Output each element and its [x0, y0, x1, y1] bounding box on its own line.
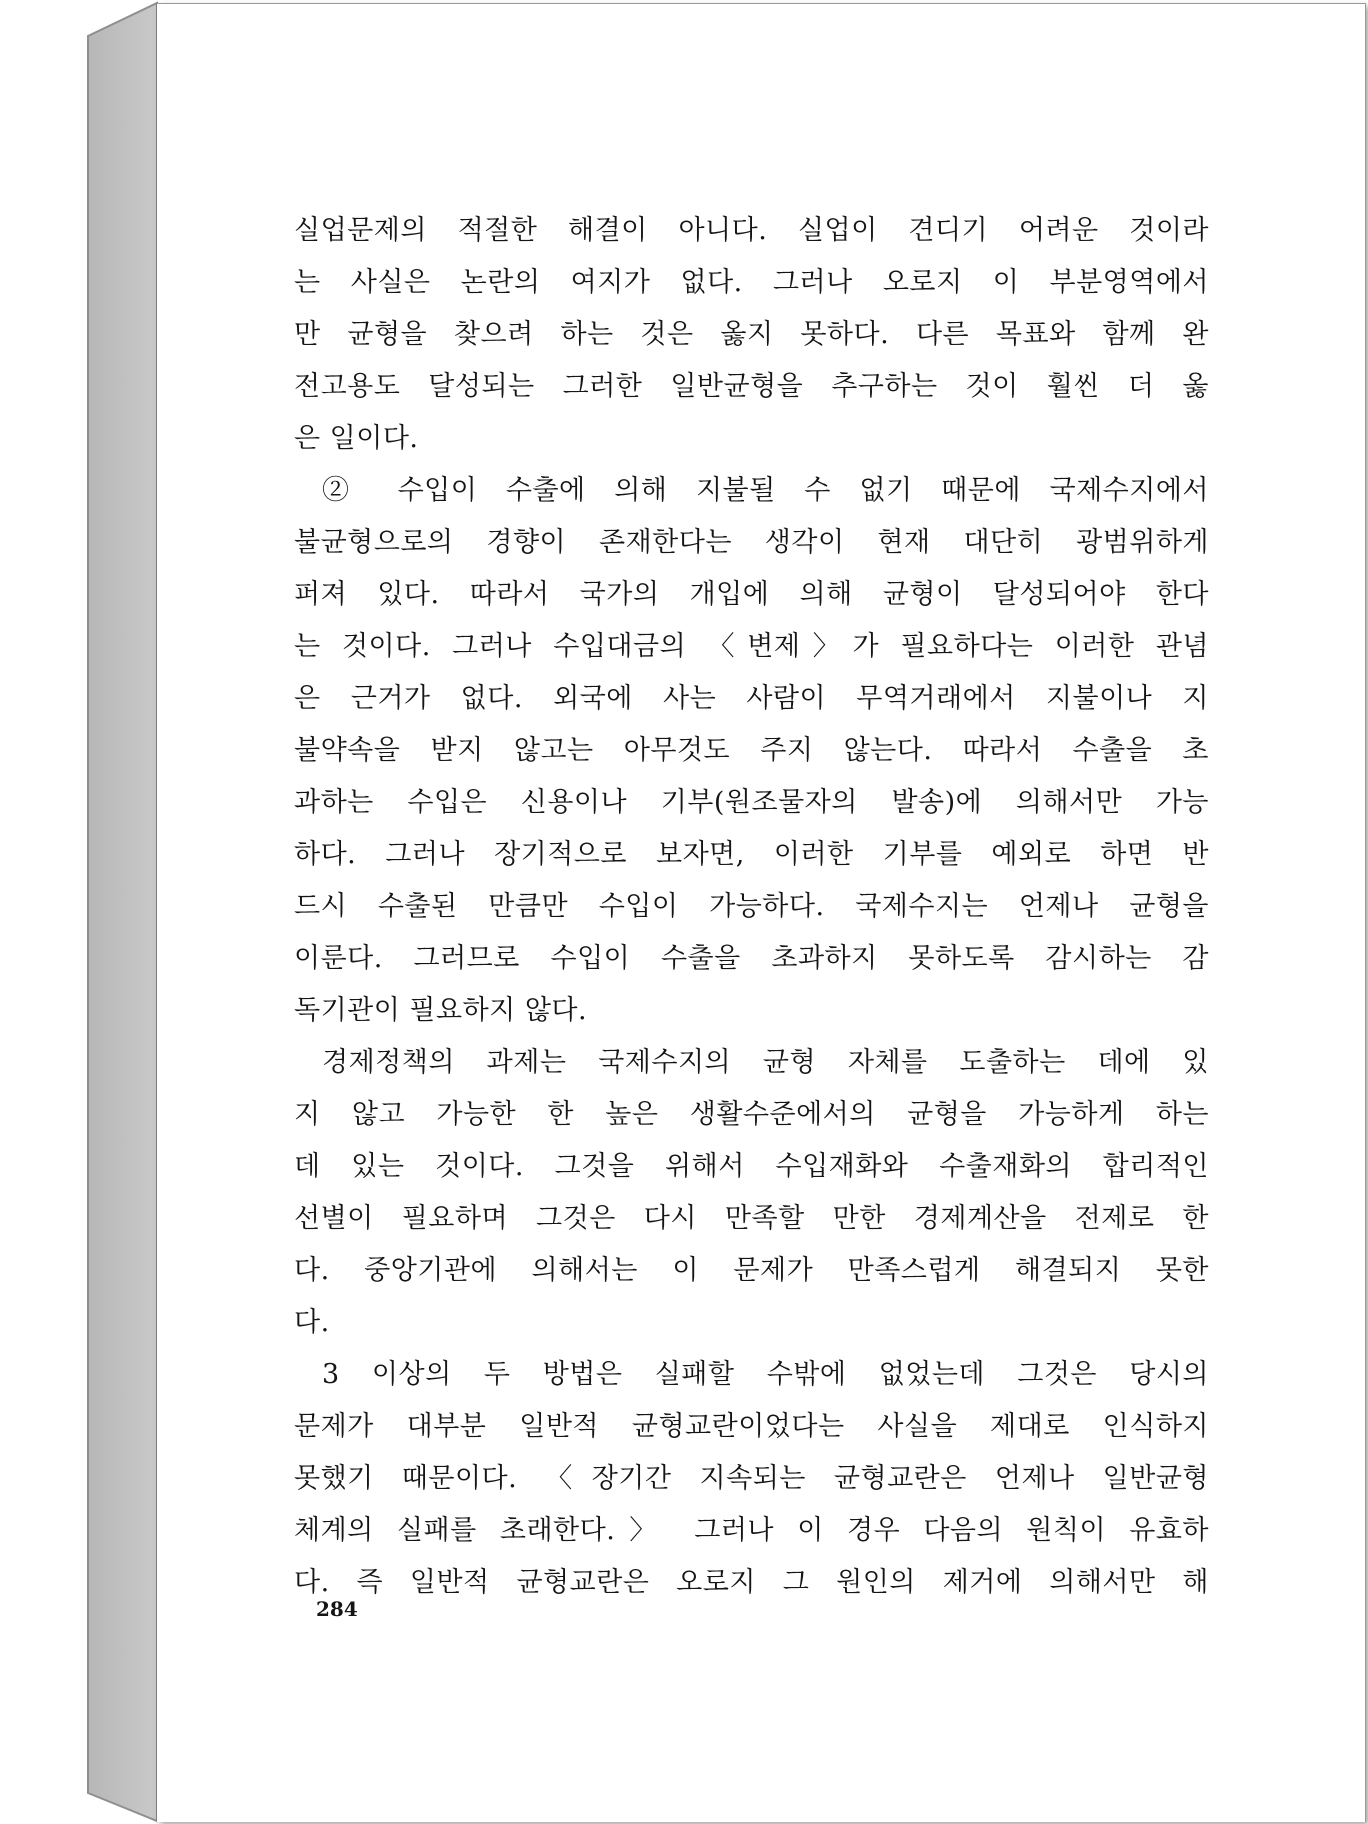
text-line: 3 이상의 두 방법은 실패할 수밖에 없었는데 그것은 당시의: [322, 1359, 1209, 1390]
body-text: [294, 205, 1209, 1609]
text-line: 드시 수출된 만큼만 수입이 가능하다. 국제수지는 언제나 균형을: [294, 891, 1209, 922]
text-line: 경제정책의 과제는 국제수지의 균형 자체를 도출하는 데에 있: [322, 1047, 1209, 1078]
page-number: 284: [316, 1597, 358, 1621]
text-line: 전고용도 달성되는 그러한 일반균형을 추구하는 것이 훨씬 더 옳: [294, 371, 1209, 402]
text-line: 만 균형을 찾으려 하는 것은 옳지 못하다. 다른 목표와 함께 완: [294, 319, 1209, 350]
text-line: 실업문제의 적절한 해결이 아니다. 실업이 견디기 어려운 것이라: [294, 215, 1209, 246]
text-line: 문제가 대부분 일반적 균형교란이었다는 사실을 제대로 인식하지: [294, 1411, 1209, 1442]
text-line: 불균형으로의 경향이 존재한다는 생각이 현재 대단히 광범위하게: [294, 527, 1209, 558]
text-line: 은 근거가 없다. 외국에 사는 사람이 무역거래에서 지불이나 지: [294, 683, 1209, 714]
text-line: 하다. 그러나 장기적으로 보자면, 이러한 기부를 예외로 하면 반: [294, 839, 1209, 870]
text-line: 이룬다. 그러므로 수입이 수출을 초과하지 못하도록 감시하는 감: [294, 943, 1209, 974]
text-line: 다. 즉 일반적 균형교란은 오로지 그 원인의 제거에 의해서만 해: [294, 1567, 1209, 1598]
text-line: ② 수입이 수출에 의해 지불될 수 없기 때문에 국제수지에서: [322, 475, 1209, 506]
text-line: 은 일이다.: [294, 423, 419, 454]
text-line: 못했기 때문이다. 〈장기간 지속되는 균형교란은 언제나 일반균형: [294, 1463, 1209, 1494]
text-line: 다. 중앙기관에 의해서는 이 문제가 만족스럽게 해결되지 못한: [294, 1255, 1209, 1286]
text-line: 선별이 필요하며 그것은 다시 만족할 만한 경제계산을 전제로 한: [294, 1203, 1209, 1234]
text-line: 는 것이다. 그러나 수입대금의 〈변제〉가 필요하다는 이러한 관념: [294, 631, 1209, 662]
text-line: 지 않고 가능한 한 높은 생활수준에서의 균형을 가능하게 하는: [294, 1099, 1209, 1130]
text-line: 다.: [294, 1307, 330, 1338]
text-line: 과하는 수입은 신용이나 기부(원조물자의 발송)에 의해서만 가능: [294, 787, 1209, 818]
text-line: 데 있는 것이다. 그것을 위해서 수입재화와 수출재화의 합리적인: [294, 1151, 1209, 1182]
text-line: 독기관이 필요하지 않다.: [294, 995, 588, 1026]
text-line: 체계의 실패를 초래한다.〉 그러나 이 경우 다음의 원칙이 유효하: [294, 1515, 1209, 1546]
text-line: 퍼져 있다. 따라서 국가의 개입에 의해 균형이 달성되어야 한다: [294, 579, 1209, 610]
text-line: 불약속을 받지 않고는 아무것도 주지 않는다. 따라서 수출을 초: [294, 735, 1209, 766]
text-line: 는 사실은 논란의 여지가 없다. 그러나 오로지 이 부분영역에서: [294, 267, 1209, 298]
